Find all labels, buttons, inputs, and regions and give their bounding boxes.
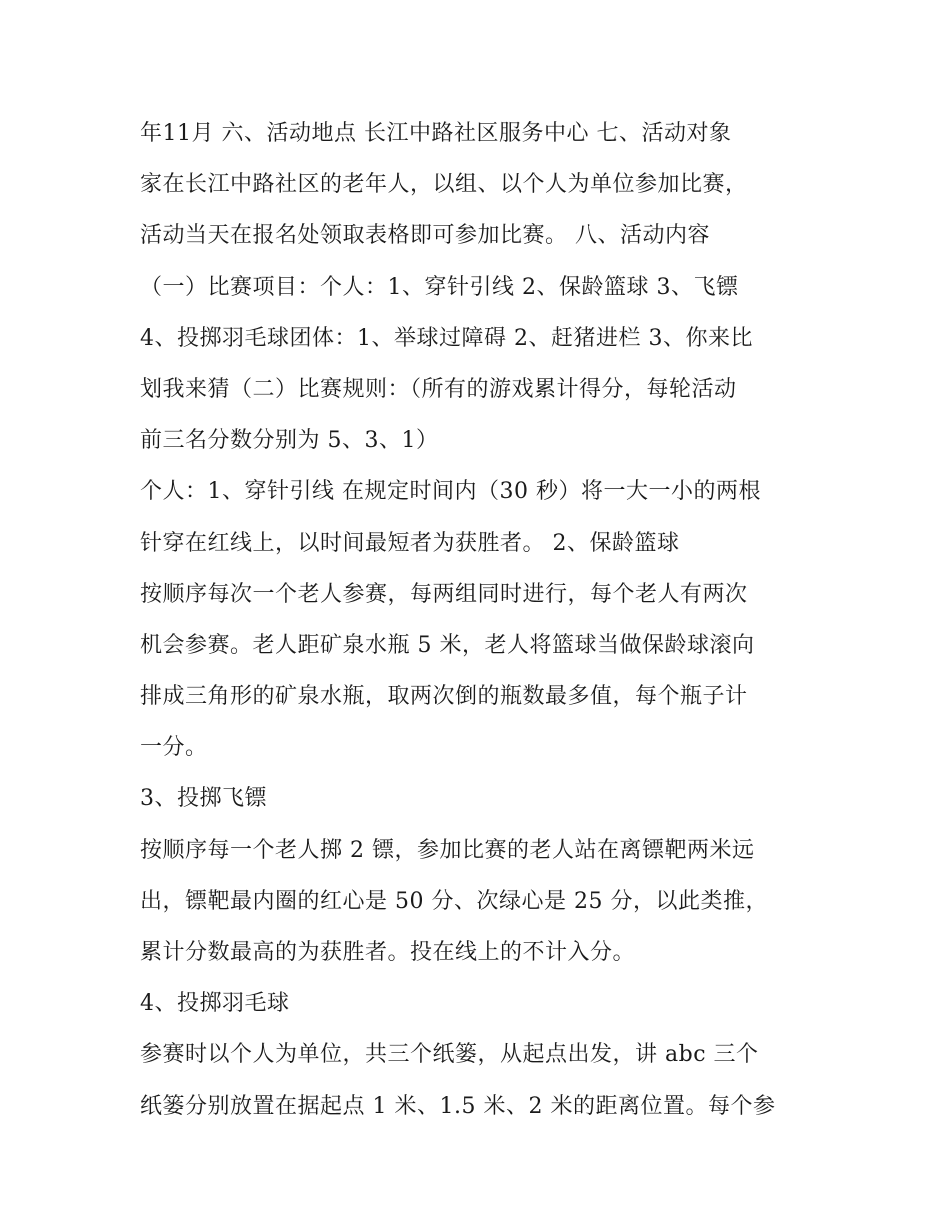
- text-line: 出，镖靶最内圈的红心是 50 分、次绿心是 25 分，以此类推，: [140, 888, 768, 914]
- text-line: 活动当天在报名处领取表格即可参加比赛。 八、活动内容: [140, 223, 710, 249]
- text-line: 年11月 六、活动地点 长江中路社区服务中心 七、活动对象: [140, 121, 732, 146]
- text-line: 一分。: [140, 735, 208, 761]
- text-line: 累计分数最高的为获胜者。投在线上的不计入分。: [140, 940, 636, 965]
- text-line: 4、投掷羽毛球: [140, 991, 290, 1017]
- text-line: 排成三角形的矿泉水瓶，取两次倒的瓶数最多值，每个瓶子计: [140, 684, 748, 710]
- text-line: 划我来猜（二）比赛规则：（所有的游戏累计得分，每轮活动: [140, 376, 737, 402]
- document-body: [140, 108, 820, 1132]
- text-line: 前三名分数分别为 5、3、1）: [140, 428, 439, 454]
- text-line: 针穿在红线上，以时间最短者为获胜者。 2、保龄篮球: [140, 530, 680, 556]
- text-line: 参赛时以个人为单位，共三个纸篓，从起点出发，讲 abc 三个: [140, 1042, 759, 1068]
- text-line: （一）比赛项目：个人：1、穿针引线 2、保龄篮球 3、飞镖: [140, 274, 739, 300]
- text-line: 按顺序每次一个老人参赛，每两组同时进行，每个老人有两次: [140, 581, 748, 607]
- text-line: 纸篓分别放置在据起点 1 米、1.5 米、2 米的距离位置。每个参: [140, 1093, 776, 1119]
- text-line: 4、投掷羽毛球团体：1、举球过障碍 2、赶猪进栏 3、你来比: [140, 325, 753, 351]
- text-line: 机会参赛。老人距矿泉水瓶 5 米，老人将篮球当做保龄球滚向: [140, 632, 755, 658]
- text-line: 个人：1、穿针引线 在规定时间内（30 秒）将一大一小的两根: [140, 479, 761, 505]
- text-line: 3、投掷飞镖: [140, 786, 267, 812]
- text-line: 按顺序每一个老人掷 2 镖，参加比赛的老人站在离镖靶两米远: [140, 837, 755, 863]
- text-line: 家在长江中路社区的老年人，以组、以个人为单位参加比赛，: [140, 172, 748, 198]
